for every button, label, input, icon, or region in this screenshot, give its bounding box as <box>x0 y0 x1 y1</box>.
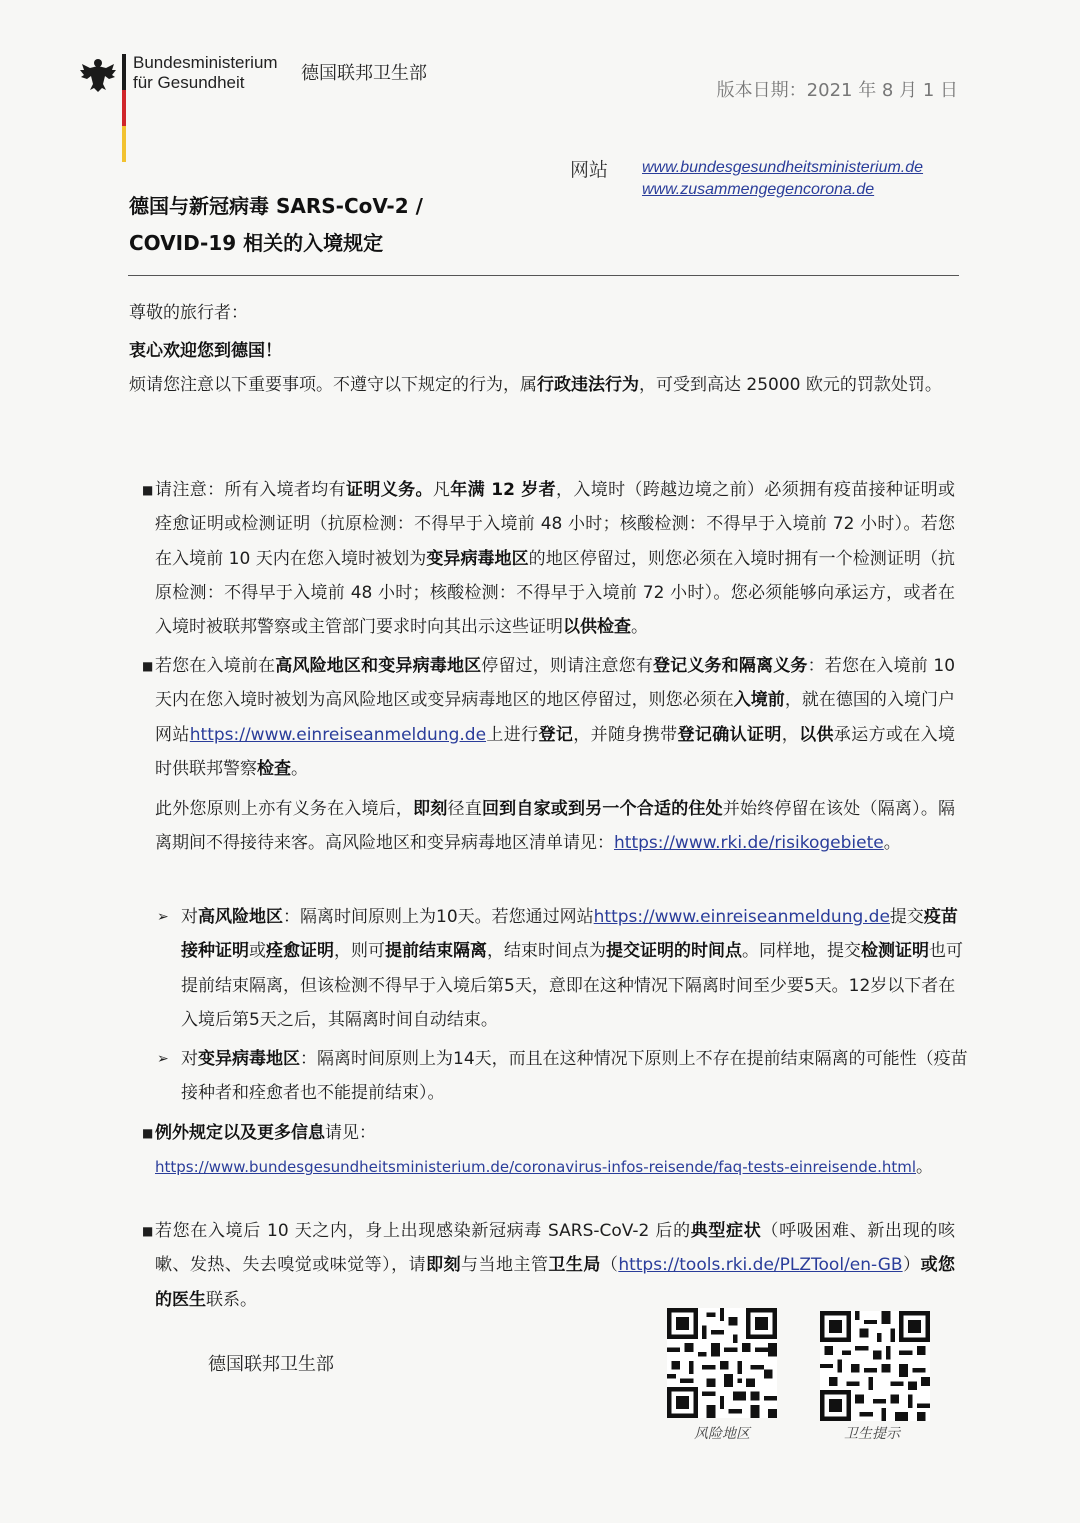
notice-bold: 行政违法行为 <box>537 375 639 395</box>
s2-text-1: 对 <box>181 1049 198 1069</box>
b2-bold-2: 登记义务和隔离义务 <box>653 656 808 676</box>
b2-text-5: 上进行 <box>486 724 539 745</box>
b2-text-2: 停留过，则请注意您有 <box>481 656 654 676</box>
rki-risk-areas-link[interactable]: https://www.rki.de/risikogebiete <box>614 833 884 854</box>
b2-text-4: ，就在德国的入境门户网站 <box>155 690 956 745</box>
flag-black-stripe <box>122 54 126 90</box>
b4-text-2: （呼吸困难、新出现的咳嗽、发热、失去嗅觉或味觉等），请 <box>155 1221 956 1276</box>
website-link-corona[interactable]: www.zusammengegencorona.de <box>642 181 875 198</box>
b4-bold-3: 卫生局 <box>548 1255 601 1276</box>
bullet-square-icon: ■ <box>142 1224 154 1238</box>
welcome-text: 衷心欢迎您到德国！ <box>129 341 282 361</box>
b1-text-1: 请注意：所有入境者均有 <box>155 480 347 500</box>
title-divider <box>128 275 959 276</box>
arrow-bullet-icon: ➢ <box>157 909 169 925</box>
sub-item-high-risk <box>157 900 971 1037</box>
b1-text-3: ，入境时（跨越边境之前）必须拥有疫苗接种证明或痊愈证明或检测证明（抗原检测：不得早于入境前 48 小时；核酸检测：不得早于入境前 72 小时）。若您在入境前 10 天内在您入境时被划为 <box>155 480 956 569</box>
s1-text-6: ，结束时间点为 <box>487 941 606 962</box>
b3-text-1: 请见： <box>325 1123 376 1143</box>
flag-gold-stripe <box>122 126 126 162</box>
b4-text-5: ） <box>902 1255 921 1276</box>
b4-text-3: 与当地主管 <box>461 1255 549 1276</box>
b4-text-1: 若您在入境后 10 天之内，身上出现感染新冠病毒 SARS-CoV-2 后的 <box>155 1221 691 1241</box>
s1-bold-3: 痊愈证明 <box>266 941 334 962</box>
signature: 德国联邦卫生部 <box>208 1354 334 1375</box>
page-title <box>129 188 423 262</box>
b4-bold-4: 或您的医生 <box>155 1255 956 1310</box>
b2c-text-1: 此外您原则上亦有义务在入境后， <box>155 799 414 819</box>
b1-bold-3: 变异病毒地区 <box>426 548 529 569</box>
b1-bold-2: 年满 12 岁者 <box>450 480 556 500</box>
ministry-logo-text <box>133 53 278 93</box>
bullet-square-icon: ■ <box>142 483 154 497</box>
b2-bold-1: 高风险地区和变异病毒地区 <box>275 656 482 676</box>
b1-text-5: 。 <box>631 617 648 638</box>
ministry-name-chinese: 德国联邦卫生部 <box>301 63 427 84</box>
b2-text-1: 若您在入境前在 <box>155 656 276 676</box>
rki-plz-tool-link[interactable]: https://tools.rki.de/PLZTool/en-GB <box>618 1255 903 1276</box>
qr-code-health-tips[interactable] <box>820 1311 930 1421</box>
s1-text-4: 或 <box>249 941 266 962</box>
sub-item-variant-area <box>157 1042 971 1111</box>
arrow-bullet-icon: ➢ <box>157 1051 169 1067</box>
b2-bold-4: 登记 <box>538 724 574 745</box>
bullet-proof-obligation <box>143 473 955 644</box>
qr-code-risk-areas[interactable] <box>667 1308 777 1418</box>
einreiseanmeldung-link-2[interactable]: https://www.einreiseanmeldung.de <box>593 907 890 927</box>
b1-bold-4: 以供检查 <box>563 617 631 638</box>
s1-text-2: ：隔离时间原则上为10天。若您通过网站 <box>283 907 594 927</box>
b2c-bold-2: 回到自家或到另一个合适的住处 <box>481 799 723 819</box>
notice-text-a: 烦请您注意以下重要事项。不遵守以下规定的行为，属 <box>129 375 537 395</box>
bmg-faq-link[interactable]: https://www.bundesgesundheitsministerium.de/coronavirus-infos-reisende/faq-tests-einreisende.html <box>155 1158 917 1177</box>
b2-bold-6: 以供 <box>799 724 834 745</box>
ministry-name-line2: für Gesundheit <box>133 73 245 92</box>
greeting: 尊敬的旅行者： <box>129 303 248 323</box>
b4-bold-1: 典型症状 <box>690 1221 762 1241</box>
website-label: 网站 <box>570 159 609 181</box>
b2c-text-2: 径直 <box>447 799 482 819</box>
german-flag-bar <box>122 54 126 162</box>
b2c-bold-1: 即刻 <box>413 799 448 819</box>
b4-bold-2: 即刻 <box>426 1255 462 1276</box>
s1-bold-1: 高风险地区 <box>198 907 283 927</box>
notice-text-b: ，可受到高达 25000 欧元的罚款处罚。 <box>639 375 942 395</box>
b2-bold-3: 入境前 <box>733 690 785 711</box>
bullet-symptoms <box>143 1214 955 1317</box>
bullet-square-icon: ■ <box>142 659 154 673</box>
bullet-registration-quarantine <box>143 649 955 786</box>
b2-bold-7: 检查 <box>257 758 291 779</box>
b4-text-6: 联系。 <box>206 1289 257 1310</box>
quarantine-paragraph <box>155 792 955 861</box>
einreiseanmeldung-link[interactable]: https://www.einreiseanmeldung.de <box>189 724 487 745</box>
s2-bold-1: 变异病毒地区 <box>198 1049 300 1069</box>
s1-text-7: 。同样地，提交 <box>742 941 861 962</box>
b2-text-8: 承运方或在入境时供联邦警察 <box>155 724 956 779</box>
notice-paragraph <box>129 368 964 402</box>
s1-text-8: 也可提前结束隔离，但该检测不得早于入境后第5天，意即在这种情况下隔离时间至少要5天。12岁以下者在入境后第5天之后，其隔离时间自动结束。 <box>181 941 963 1030</box>
b1-text-2: 凡 <box>432 480 451 500</box>
s1-bold-4: 提前结束隔离 <box>385 941 487 962</box>
b2-text-3: ：若您在入境前 10 天内在您入境时被划为高风险地区或变异病毒地区的地区停留过，则您必须在 <box>155 656 956 711</box>
title-line1: 德国与新冠病毒 SARS-CoV-2 / <box>129 194 423 218</box>
s1-bold-5: 提交证明的时间点 <box>606 941 742 962</box>
s1-text-3: 提交 <box>889 907 924 927</box>
b1-bold-1: 证明义务。 <box>346 480 433 500</box>
s1-text-5: ，则可 <box>334 941 385 962</box>
website-links <box>642 157 923 201</box>
b1-text-4: 的地区停留过，则您必须在入境时拥有一个检测证明（抗原检测：不得早于入境前 48 小时；核酸检测：不得早于入境前 72 小时）。您必须能够向承运方，或者在入境时被联邦警察或主管部门要求时向其出示这些证明 <box>155 548 955 638</box>
s1-bold-2: 疫苗接种证明 <box>181 907 958 962</box>
bullet-exceptions <box>143 1116 955 1185</box>
b2c-text-3: 并始终停留在该处（隔离）。隔离期间不得接待来客。高风险地区和变异病毒地区清单请见： <box>155 799 956 854</box>
b2-text-7: ， <box>781 724 800 745</box>
flag-red-stripe <box>122 90 126 126</box>
website-link-ministry[interactable]: www.bundesgesundheitsministerium.de <box>642 159 924 176</box>
intro-section <box>129 296 964 402</box>
title-line2: COVID-19 相关的入境规定 <box>129 231 384 255</box>
b3-text-2: 。 <box>916 1157 934 1178</box>
ministry-name-line1: Bundesministerium <box>133 53 278 72</box>
qr-label-health-tips: 卫生提示 <box>844 1426 900 1442</box>
s2-text-2: ：隔离时间原则上为14天，而且在这种情况下原则上不存在提前结束隔离的可能性（疫苗接种者和痊愈者也不能提前结束）。 <box>181 1049 968 1104</box>
b2-text-6: ，并随身携带 <box>573 724 678 745</box>
qr-label-risk-areas: 风险地区 <box>694 1426 750 1442</box>
federal-eagle-icon <box>78 54 118 94</box>
b4-text-4: （ <box>600 1255 619 1276</box>
b2c-text-4: 。 <box>883 833 901 854</box>
s1-bold-6: 检测证明 <box>861 941 929 962</box>
b2-text-9: 。 <box>291 758 308 779</box>
version-date: 版本日期：2021 年 8 月 1 日 <box>716 80 958 101</box>
s1-text-1: 对 <box>181 907 198 927</box>
bullet-square-icon: ■ <box>142 1126 154 1140</box>
b2-bold-5: 登记确认证明 <box>677 724 782 745</box>
b3-bold-1: 例外规定以及更多信息 <box>155 1123 325 1143</box>
